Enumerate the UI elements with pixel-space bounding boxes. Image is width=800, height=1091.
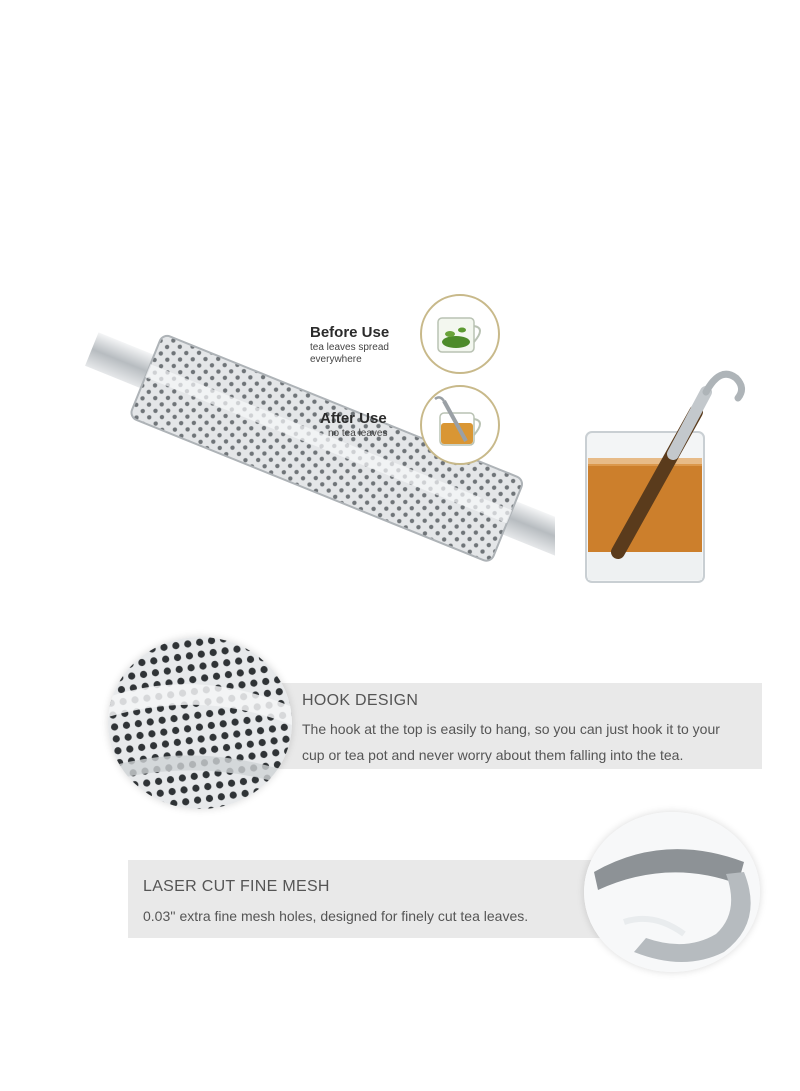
perforated-mesh-icon bbox=[108, 637, 292, 809]
description-line: cup or tea pot and never worry about them falling into the tea. bbox=[302, 747, 684, 763]
before-use-title: Before Use bbox=[310, 324, 390, 341]
mesh-infuser-closeup-image bbox=[85, 330, 555, 600]
before-use-cup-image bbox=[420, 294, 500, 374]
steel-hook-icon bbox=[584, 812, 760, 972]
before-use-sub-line: tea leaves spread bbox=[310, 342, 389, 353]
mesh-zoom-image bbox=[108, 637, 292, 809]
after-use-title: After Use bbox=[320, 410, 387, 427]
before-use-sub-line: everywhere bbox=[310, 354, 362, 365]
cup-with-infuser-icon bbox=[422, 387, 498, 463]
description-line: The hook at the top is easily to hang, so you can just hook it to your bbox=[302, 721, 720, 737]
after-use-subtitle bbox=[328, 428, 388, 440]
description-line: 0.03'' extra fine mesh holes, designed for finely cut tea leaves. bbox=[143, 908, 529, 924]
hook-zoom-image bbox=[584, 812, 760, 972]
cup-with-leaves-icon bbox=[422, 296, 498, 372]
hook-design-title: HOOK DESIGN bbox=[302, 692, 419, 709]
laser-cut-mesh-description bbox=[143, 903, 528, 929]
after-use-sub-line: no tea leaves bbox=[328, 428, 388, 439]
after-use-cup-image bbox=[420, 385, 500, 465]
laser-cut-mesh-title: LASER CUT FINE MESH bbox=[143, 878, 330, 895]
before-use-subtitle bbox=[310, 342, 389, 366]
hook-design-description bbox=[302, 716, 720, 768]
tea-glass-with-infuser-image bbox=[578, 352, 760, 596]
